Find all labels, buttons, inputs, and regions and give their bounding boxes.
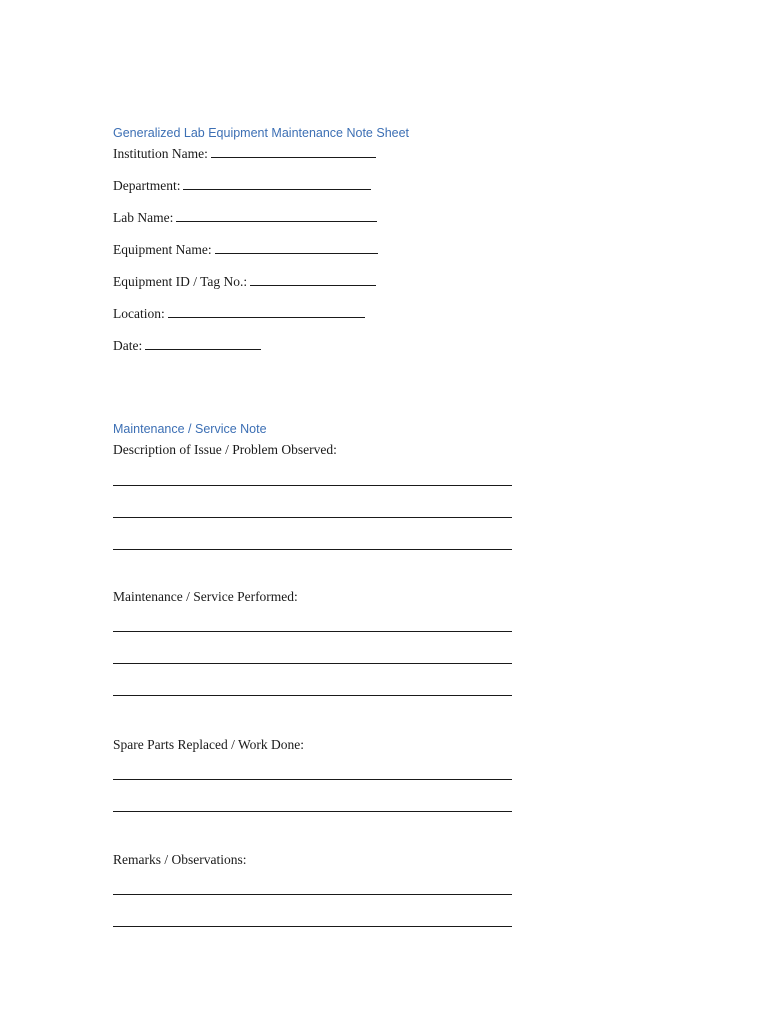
location-blank[interactable]	[168, 306, 365, 318]
section-heading: Maintenance / Service Note	[113, 422, 267, 436]
service-line-2[interactable]	[113, 663, 512, 664]
remarks-line-1[interactable]	[113, 894, 512, 895]
remarks-line-2[interactable]	[113, 926, 512, 927]
parts-line-2[interactable]	[113, 811, 512, 812]
parts-line-1[interactable]	[113, 779, 512, 780]
section-label-issue: Description of Issue / Problem Observed:	[113, 442, 337, 457]
equipment-name-blank[interactable]	[215, 242, 378, 254]
section-label-parts: Spare Parts Replaced / Work Done:	[113, 737, 304, 752]
field-label: Date:	[113, 338, 143, 353]
lab-name-blank[interactable]	[176, 210, 377, 222]
date-blank[interactable]	[145, 338, 261, 350]
field-department	[113, 177, 371, 194]
equipment-id-blank[interactable]	[250, 274, 376, 286]
section-label-service: Maintenance / Service Performed:	[113, 589, 298, 604]
service-line-3[interactable]	[113, 695, 512, 696]
field-label: Location:	[113, 306, 165, 321]
field-equipment-id	[113, 273, 376, 290]
field-label: Lab Name:	[113, 210, 174, 225]
issue-line-1[interactable]	[113, 485, 512, 486]
field-label: Equipment Name:	[113, 242, 212, 257]
field-lab-name	[113, 209, 377, 226]
issue-line-3[interactable]	[113, 549, 512, 550]
field-equipment-name	[113, 241, 378, 258]
document-title: Generalized Lab Equipment Maintenance Note Sheet	[113, 126, 410, 140]
issue-line-2[interactable]	[113, 517, 512, 518]
field-location	[113, 305, 365, 322]
institution-name-blank[interactable]	[211, 146, 376, 158]
field-label: Institution Name:	[113, 146, 208, 161]
field-label: Department:	[113, 178, 181, 193]
field-institution-name	[113, 145, 376, 162]
field-date	[113, 337, 261, 354]
section-label-remarks: Remarks / Observations:	[113, 852, 247, 867]
field-label: Equipment ID / Tag No.:	[113, 274, 248, 289]
department-blank[interactable]	[183, 178, 371, 190]
service-line-1[interactable]	[113, 631, 512, 632]
